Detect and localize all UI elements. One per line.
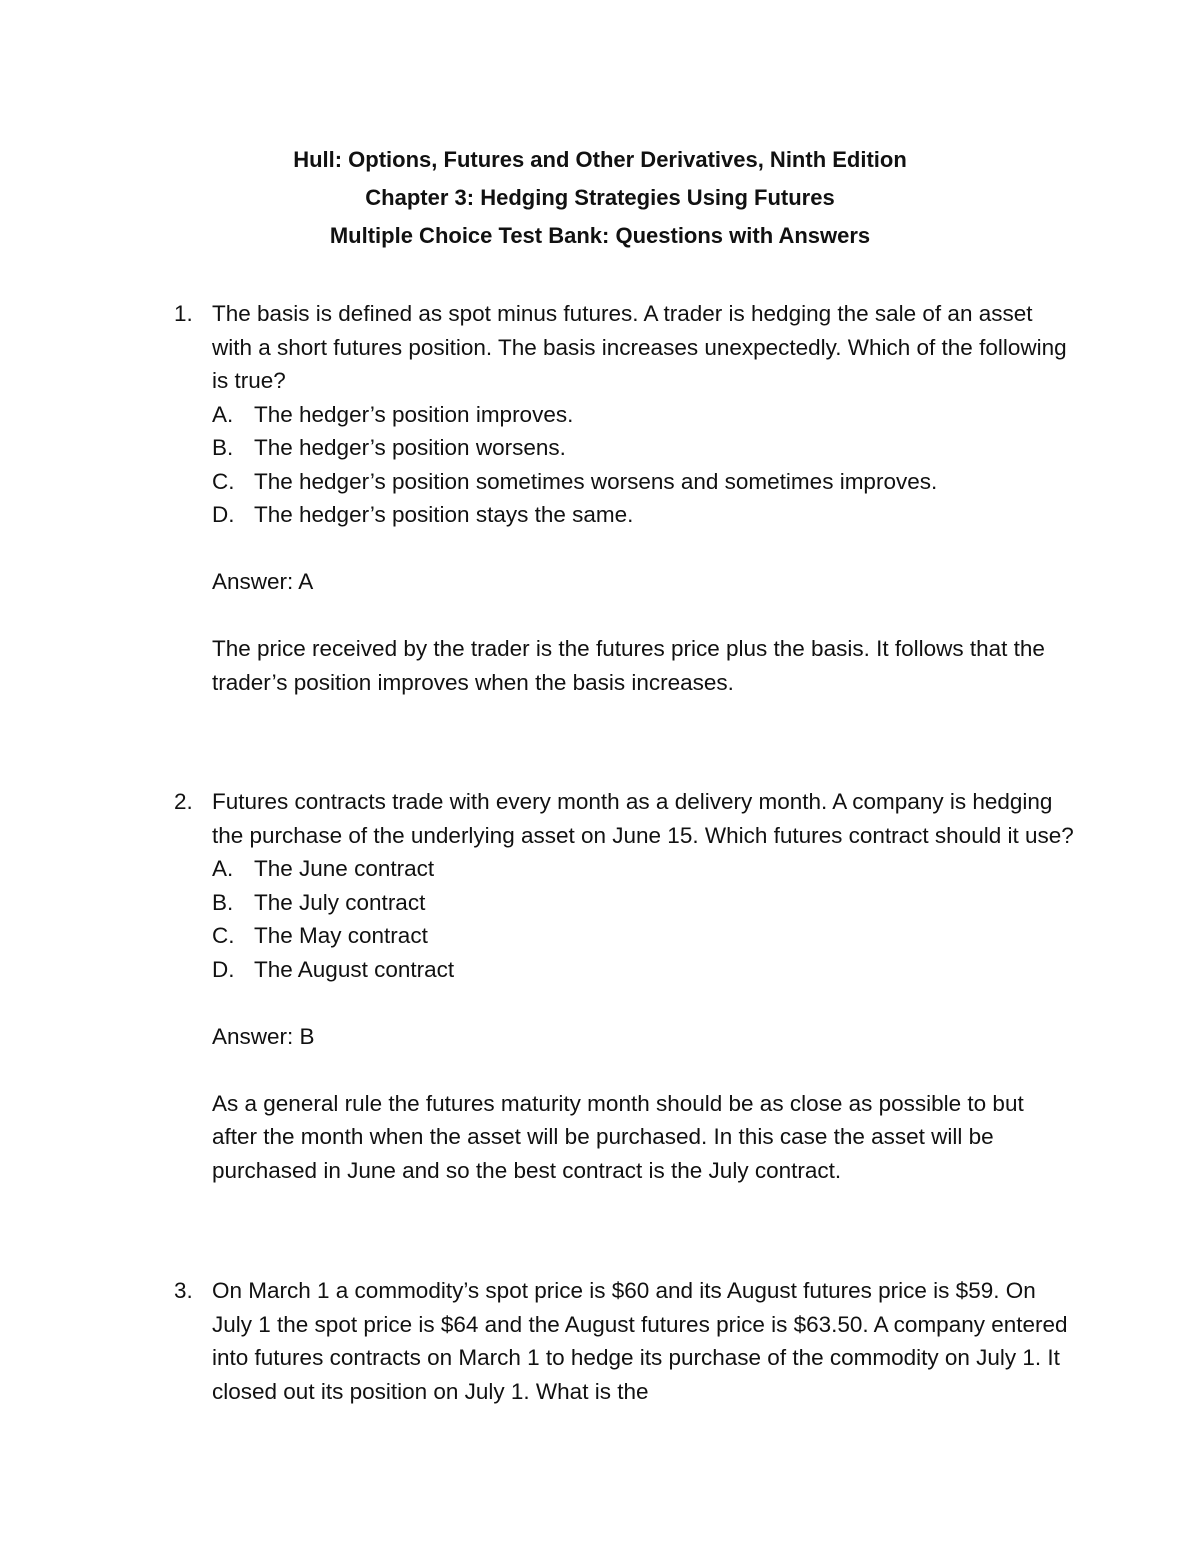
option-text: The May contract bbox=[254, 923, 428, 948]
option-letter: B. bbox=[212, 889, 234, 915]
question-text: On March 1 a commodity’s spot price is $60 and its August futures price is $59. On July 1 the spot price is $64 and the August futures price is $63.50. A company entered into futures contracts on March 1 to hedge its purchase of the commodity on July 1. It closed out its position on July 1. What is the bbox=[212, 1278, 1068, 1404]
chapter-title: Chapter 3: Hedging Strategies Using Futures bbox=[365, 185, 835, 210]
option-c bbox=[212, 465, 1074, 499]
option-letter: B. bbox=[212, 435, 234, 460]
question-stem bbox=[174, 1274, 1074, 1408]
option-letter: D. bbox=[212, 502, 235, 527]
answer-line: Answer: A bbox=[212, 569, 314, 594]
answer-options bbox=[174, 398, 1074, 532]
question-number: 2. bbox=[174, 789, 193, 814]
option-b bbox=[212, 431, 1074, 465]
question-3 bbox=[174, 1274, 1074, 1408]
option-letter: A. bbox=[212, 856, 234, 881]
answer-explanation: The price received by the trader is the futures price plus the basis. It follows that the trader’s position improves when the basis increases. bbox=[212, 636, 1045, 695]
option-a bbox=[212, 852, 1074, 886]
option-letter: D. bbox=[212, 956, 235, 982]
option-text: The hedger’s position stays the same. bbox=[254, 502, 634, 527]
question-1 bbox=[174, 297, 1074, 699]
book-title: Hull: Options, Futures and Other Derivatives, Ninth Edition bbox=[293, 147, 907, 172]
option-letter: C. bbox=[212, 923, 235, 948]
option-d bbox=[212, 953, 1074, 987]
option-text: The June contract bbox=[254, 856, 435, 881]
option-letter: C. bbox=[212, 468, 235, 494]
document-header bbox=[0, 141, 1200, 255]
option-text: The hedger’s position sometimes worsens and sometimes improves. bbox=[254, 468, 938, 494]
option-c bbox=[212, 919, 1074, 953]
question-text: Futures contracts trade with every month as a delivery month. A company is hedging the purchase of the underlying asset on June 15. Which futures contract should it use? bbox=[212, 789, 1074, 848]
option-letter: A. bbox=[212, 401, 234, 427]
answer-line: Answer: B bbox=[212, 1023, 315, 1049]
question-2 bbox=[174, 785, 1074, 1187]
answer-options bbox=[174, 852, 1074, 986]
question-stem bbox=[174, 297, 1074, 398]
option-d bbox=[212, 498, 1074, 532]
option-text: The July contract bbox=[254, 889, 426, 915]
option-text: The August contract bbox=[254, 956, 455, 982]
test-bank-title: Multiple Choice Test Bank: Questions with Answers bbox=[329, 223, 871, 248]
option-text: The hedger’s position worsens. bbox=[254, 435, 566, 460]
question-text: The basis is defined as spot minus futures. A trader is hedging the sale of an asset with a short futures position. The basis increases unexpectedly. Which of the following is true? bbox=[212, 301, 1067, 393]
option-b bbox=[212, 886, 1074, 920]
option-a bbox=[212, 398, 1074, 432]
question-number: 3. bbox=[174, 1278, 193, 1303]
question-stem bbox=[174, 785, 1074, 852]
question-number: 1. bbox=[174, 301, 193, 326]
option-text: The hedger’s position improves. bbox=[254, 401, 574, 427]
answer-explanation: As a general rule the futures maturity month should be as close as possible to but after the month when the asset will be purchased. In this case the asset will be purchased in June and so the best contract is the July contract. bbox=[212, 1090, 1024, 1183]
